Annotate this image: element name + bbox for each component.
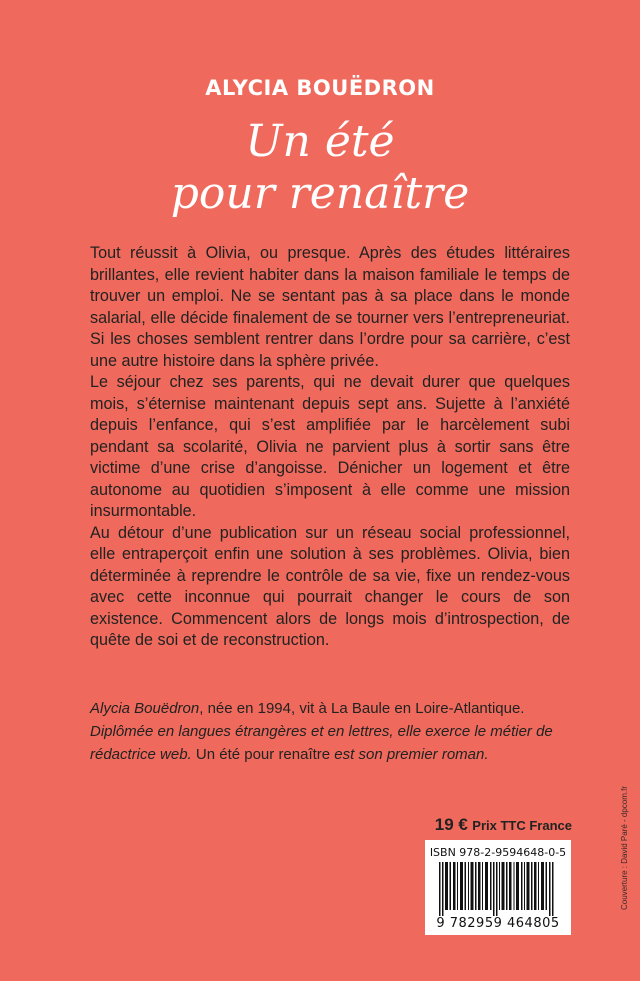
synopsis: [90, 243, 570, 652]
author-name: ALYCIA BOUËDRON: [205, 76, 435, 100]
synopsis-paragraph: Le séjour chez ses parents, qui ne devait durer que quelques mois, s’éternise maintenant depuis sept ans. Sujette à l’anxiété depuis l’enfance, qui s’est amplifiée par le harcèlement subi pendant sa scolarité, Olivia ne parvient plus à sortir sans être victime d’une crise d’angoisse. Dénicher un logement et être autonome au quotidien s’imposent à elle comme une mission insurmontable.: [90, 373, 570, 520]
synopsis-paragraph: Au détour d’une publication sur un réseau social professionnel, elle entraperçoit enfin une solution à ses problèmes. Olivia, bien déterminée à reprendre le contrôle de sa vie, fixe un rendez-vous avec cette inconnue qui pourrait changer le cours de son existence. Commencent alors de longs mois d’introspection, de quête de soi et de reconstruction.: [90, 523, 570, 649]
book-title-line2: pour renaître: [170, 168, 470, 219]
bio-book-title: Un été pour renaître: [195, 746, 331, 763]
synopsis-paragraph: Tout réussit à Olivia, ou presque. Après des études littéraires brillantes, elle revient habiter dans la maison familiale le temps de trouver un emploi. Ne se sentant pas à sa place dans le monde salarial, elle décide finalement de se tourner vers l’entrepreneuriat. Si les choses semblent rentrer dans l’ordre pour sa carrière, c’est une autre histoire dans la sphère privée.: [90, 244, 570, 370]
barcode: [425, 840, 571, 935]
cover-credit: Couverture : David Paré - dpcom.fr: [620, 785, 629, 910]
price: [435, 815, 572, 835]
bio-text: , née en 1994, vit à La Baule en Loire-Atlantique.: [199, 700, 525, 717]
bio-name: Alycia Bouëdron: [90, 700, 200, 717]
book-title-line1: Un été: [245, 116, 395, 167]
bio-text: Diplômée en langues étrangères et en lettres, elle exerce le métier de rédactrice web.: [90, 723, 553, 763]
isbn-label: ISBN 978-2-9594648-0-5: [429, 846, 567, 859]
barcode-digits: 9 782959 464805: [436, 916, 560, 931]
price-label: Prix TTC France: [472, 818, 572, 833]
author-bio: [90, 697, 570, 766]
bio-text: est son premier roman.: [330, 746, 489, 763]
barcode-bars: [435, 862, 561, 916]
price-amount: 19 €: [434, 815, 468, 834]
